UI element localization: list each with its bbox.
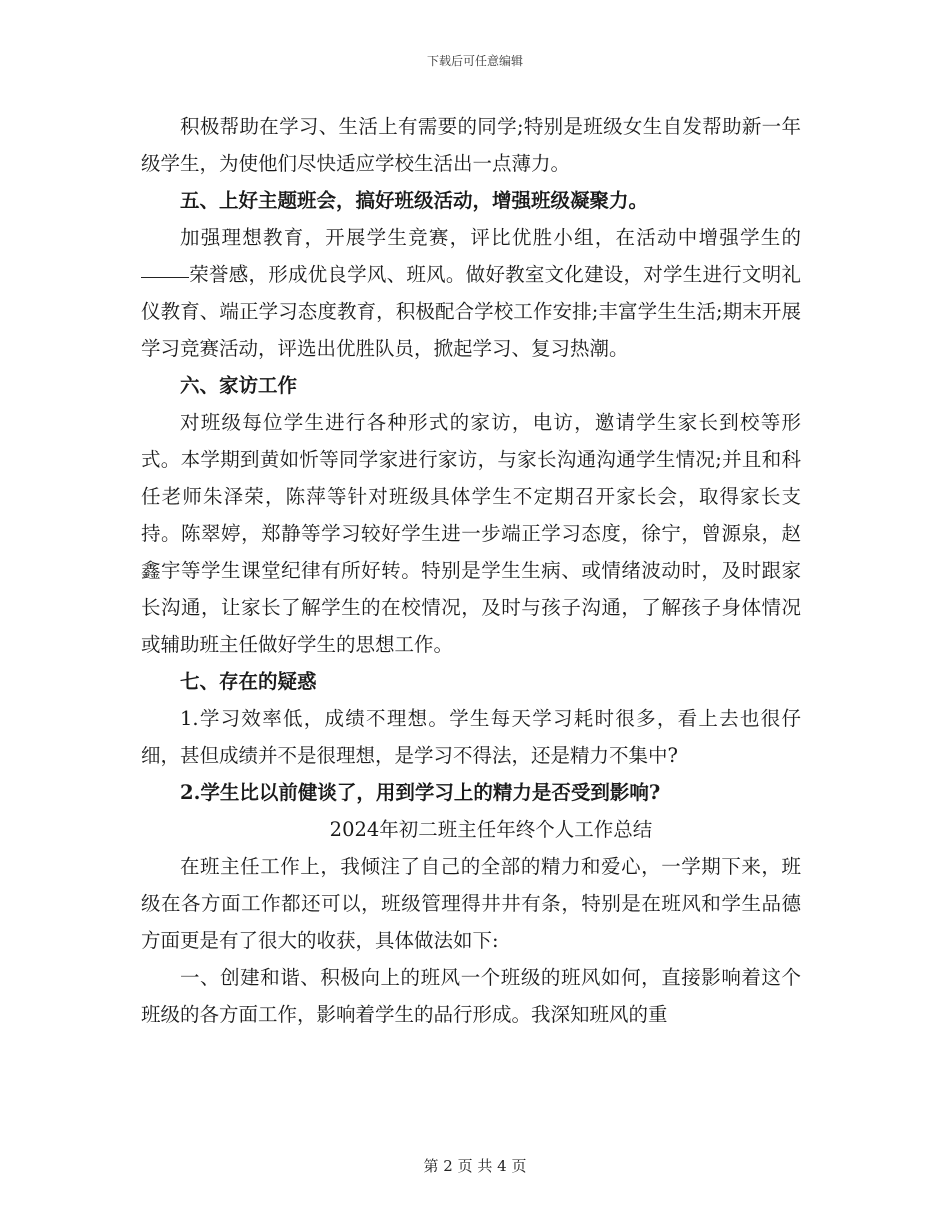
paragraph-help-classmates: 积极帮助在学习、生活上有需要的同学;特别是班级女生自发帮助新一年级学生，为使他们尽快适应学校生活出一点薄力。 (141, 115, 801, 175)
paragraph-ideal-education-part2: 荣誉感，形成优良学风、班风。做好教室文化建设，对学生进行文明礼仪教育、端正学习态度教育，积极配合学校工作安排;丰富学生生活;期末开展学习竞赛活动，评选出优胜队员，掀起学习、复习热潮。 (141, 263, 801, 360)
page-header: 下载后可任意编辑 (426, 54, 523, 68)
paragraph-home-visits: 对班级每位学生进行各种形式的家访，电访，邀请学生家长到校等形式。本学期到黄如忻等同学家进行家访，与家长沟通沟通学生情况;并且和科任老师朱泽荣，陈萍等针对班级具体学生不定期召开家长会，取得家长支持。陈翠婷，郑静等学习较好学生进一步端正学习态度，徐宁，曾源泉，赵鑫宇等学生课堂纪律有所好转。特别是学生生病、或情绪波动时，及时跟家长沟通，让家长了解学生的在校情况，及时与孩子沟通，了解孩子身体情况或辅助班主任做好学生的思想工作。 (141, 411, 801, 656)
paragraph-ideal-education (141, 219, 801, 367)
paragraph-ideal-education-part1: 加强理想教育，开展学生竞赛，评比优胜小组，在活动中增强学生的 (180, 226, 801, 249)
heading-section-5: 五、上好主题班会，搞好班级活动，增强班级凝聚力。 (180, 189, 649, 212)
document-body (141, 108, 801, 1033)
heading-section-6: 六、家访工作 (180, 374, 298, 397)
paragraph-intro: 在班主任工作上，我倾注了自己的全部的精力和爱心，一学期下来，班级在各方面工作都还可以，班级管理得井井有条，特别是在班风和学生品德方面更是有了很大的收获，具体做法如下: (141, 855, 801, 952)
paragraph-class-spirit: 一、创建和谐、积极向上的班风一个班级的班风如何，直接影响着这个班级的各方面工作，影响着学生的品行形成。我深知班风的重 (141, 966, 801, 1026)
heading-section-7: 七、存在的疑惑 (180, 670, 317, 693)
paragraph-doubt-1: 1.学习效率低，成绩不理想。学生每天学习耗时很多，看上去也很仔细，甚但成绩并不是很理想，是学习不得法，还是精力不集中? (141, 707, 801, 767)
document-title: 2024年初二班主任年终个人工作总结 (329, 818, 653, 841)
fill-in-blank (141, 276, 189, 278)
paragraph-doubt-2: 2.学生比以前健谈了，用到学习上的精力是否受到影响? (180, 781, 661, 804)
page-footer: 第 2 页 共 4 页 (423, 1157, 527, 1175)
